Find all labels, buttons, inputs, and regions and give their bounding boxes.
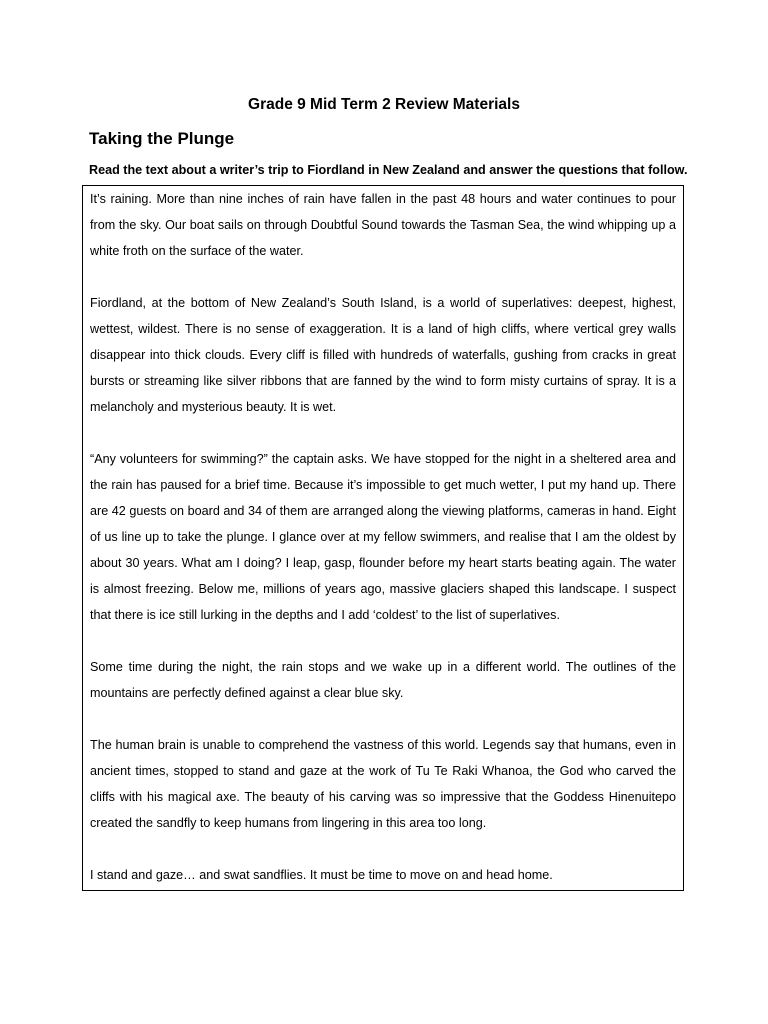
paragraph-6: I stand and gaze… and swat sandflies. It must be time to move on and head home. (90, 868, 553, 882)
section-title: Taking the Plunge (89, 129, 235, 148)
paragraph-3: “Any volunteers for swimming?” the captain asks. We have stopped for the night in a sheltered area and the rain has paused for a brief time. Because it’s impossible to get much wetter, I put my hand up. There are 42 guests on board and 34 of them are arranged along the viewing platforms, cameras in hand. Eight of us line up to take the plunge. I glance over at my fellow swimmers, and realise that I am the oldest by about 30 years. What am I doing? I leap, gasp, flounder before my heart starts beating again. The water is almost freezing. Below me, millions of years ago, massive glaciers shaped this landscape. I suspect that there is ice still lurking in the depths and I add ‘coldest’ to the list of superlatives. (90, 452, 676, 622)
instructions: Read the text about a writer’s trip to Fiordland in New Zealand and answer the questions that follow. (89, 163, 688, 177)
paragraph-2: Fiordland, at the bottom of New Zealand’s South Island, is a world of superlatives: deepest, highest, wettest, wildest. There is no sense of exaggeration. It is a land of high cliffs, where vertical grey walls disappear into thick clouds. Every cliff is filled with hundreds of waterfalls, gushing from cracks in great bursts or streaming like silver ribbons that are fanned by the wind to form misty curtains of spray. It is a melancholy and mysterious beauty. It is wet. (90, 296, 676, 414)
paragraph-1: It’s raining. More than nine inches of rain have fallen in the past 48 hours and water continues to pour from the sky. Our boat sails on through Doubtful Sound towards the Tasman Sea, the wind whipping up a white froth on the surface of the water. (90, 192, 676, 258)
page-title: Grade 9 Mid Term 2 Review Materials (248, 96, 520, 113)
reading-text-box (82, 185, 684, 891)
paragraph-5: The human brain is unable to comprehend the vastness of this world. Legends say that humans, even in ancient times, stopped to stand and gaze at the work of Tu Te Raki Whanoa, the God who carved the cliffs with his magical axe. The beauty of his carving was so impressive that the Goddess Hinenuitepo created the sandfly to keep humans from lingering in this area too long. (90, 738, 676, 830)
paragraph-4: Some time during the night, the rain stops and we wake up in a different world. The outlines of the mountains are perfectly defined against a clear blue sky. (90, 660, 676, 700)
